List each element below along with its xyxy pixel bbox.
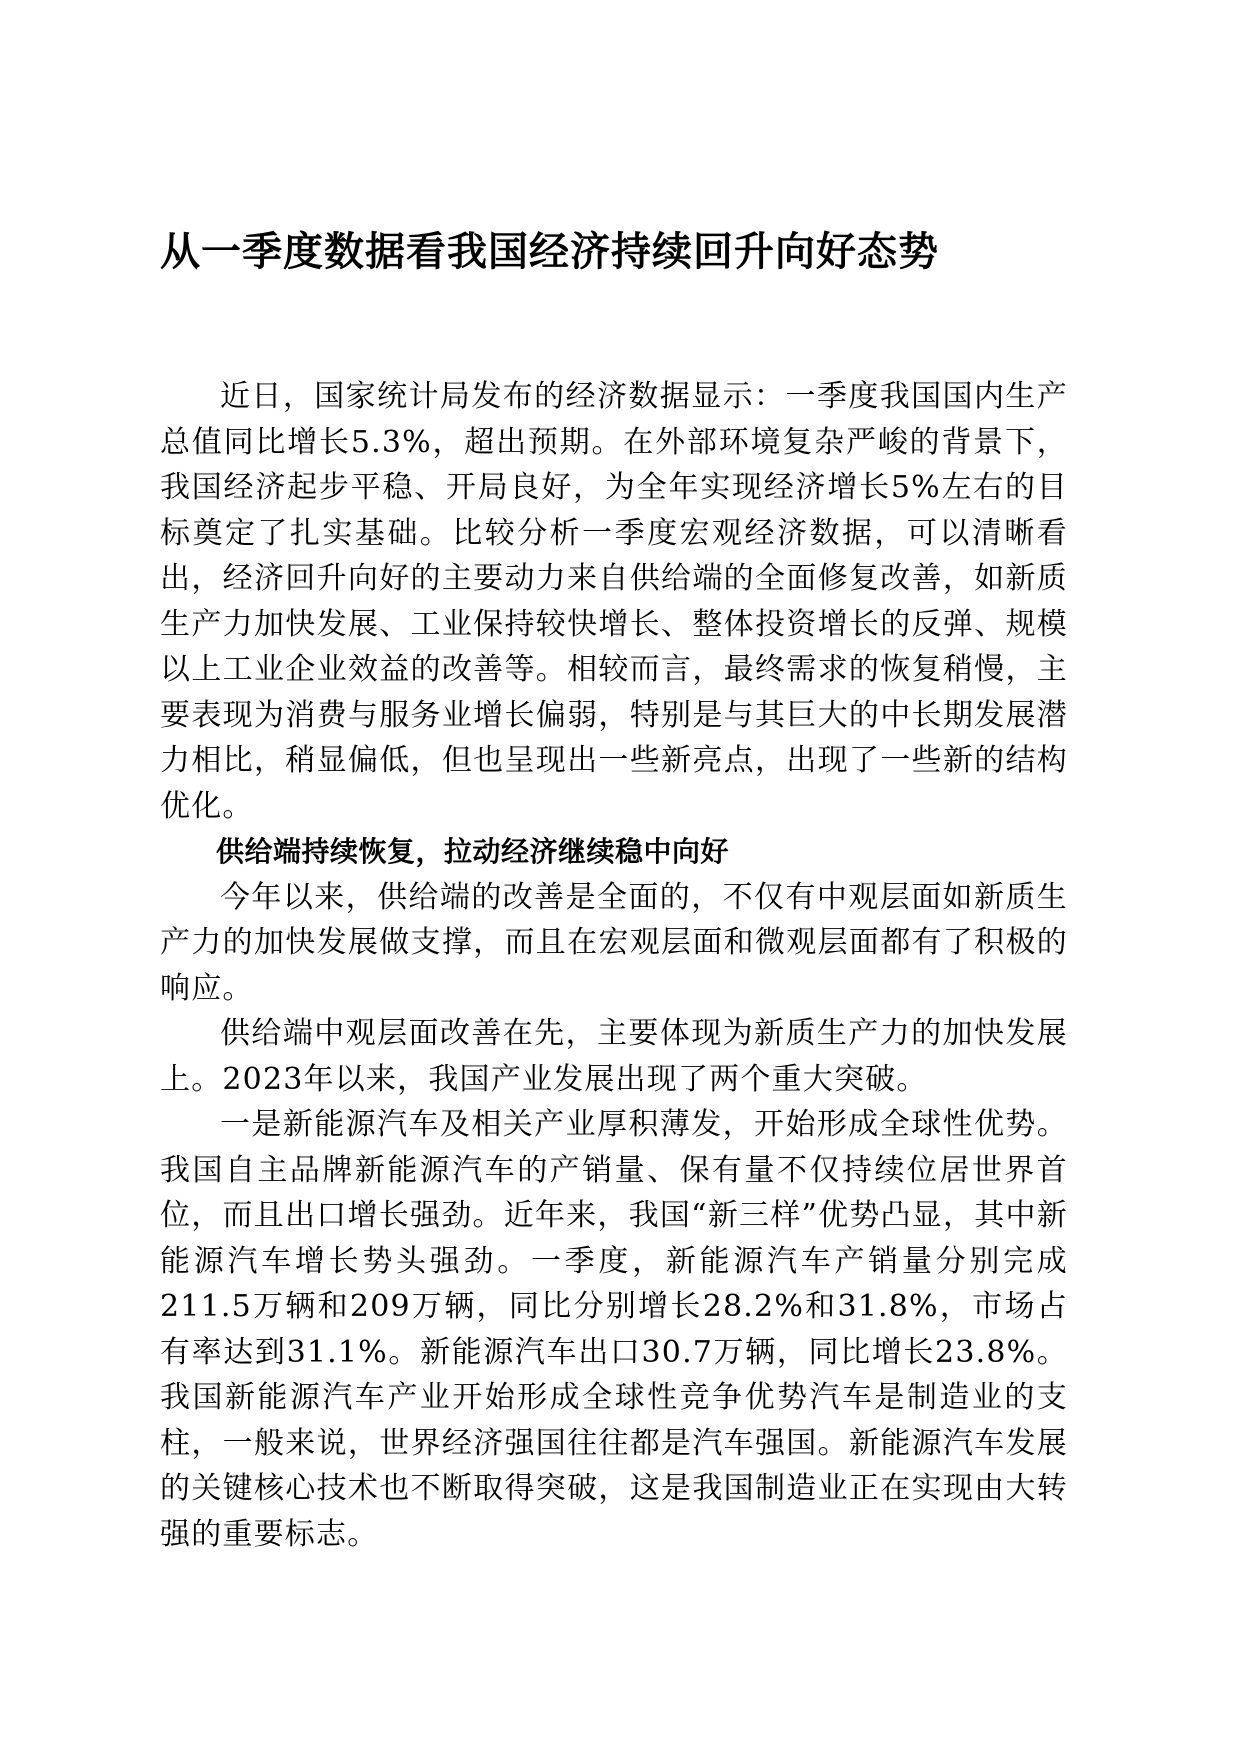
paragraph-new-energy-vehicles: 一是新能源汽车及相关产业厚积薄发，开始形成全球性优势。我国自主品牌新能源汽车的产销量、保有量不仅持续位居世界首位，而且出口增长强劲。近年来，我国“新三样”优势凸显，其中新能源汽车增长势头强劲。一季度，新能源汽车产销量分别完成211.5万辆和209万辆，同比分别增长28.2%和31.8%，市场占有率达到31.1%。新能源汽车出口30.7万辆，同比增长23.8%。我国新能源汽车产业开始形成全球性竞争优势汽车是制造业的支柱，一般来说，世界经济强国往往都是汽车强国。新能源汽车发展的关键核心技术也不断取得突破，这是我国制造业正在实现由大转强的重要标志。 — [160, 1107, 1068, 1552]
document-body — [160, 374, 1068, 1557]
section-heading: 供给端持续恢复，拉动经济继续稳中向好 — [216, 835, 730, 868]
paragraph-supply-overview: 今年以来，供给端的改善是全面的，不仅有中观层面如新质生产力的加快发展做支撑，而且在宏观层面和微观层面都有了积极的响应。 — [160, 879, 1068, 1006]
paragraph-meso-level: 供给端中观层面改善在先，主要体现为新质生产力的加快发展上。2023年以来，我国产业发展出现了两个重大突破。 — [160, 1016, 1068, 1097]
document-title: 从一季度数据看我国经济持续回升向好态势 — [160, 228, 939, 275]
paragraph-intro: 近日，国家统计局发布的经济数据显示：一季度我国国内生产总值同比增长5.3%，超出预期。在外部环境复杂严峻的背景下，我国经济起步平稳、开局良好，为全年实现经济增长5%左右的目标奠定了扎实基础。比较分析一季度宏观经济数据，可以清晰看出，经济回升向好的主要动力来自供给端的全面修复改善，如新质生产力加快发展、工业保持较快增长、整体投资增长的反弹、规模以上工业企业效益的改善等。相较而言，最终需求的恢复稍慢，主要表现为消费与服务业增长偏弱，特别是与其巨大的中长期发展潜力相比，稍显偏低，但也呈现出一些新亮点，出现了一些新的结构优化。 — [160, 379, 1068, 824]
